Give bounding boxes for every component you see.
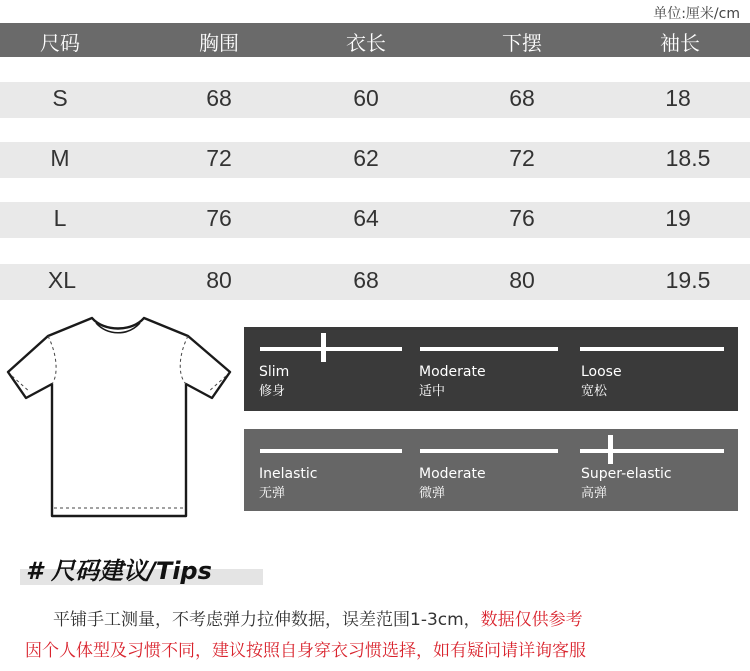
header-size: 尺码: [40, 31, 80, 55]
header-sleeve: 袖长: [660, 31, 700, 55]
elastic-label-super: Super-elastic 高弹: [581, 466, 672, 501]
cell-hem: 76: [509, 205, 535, 231]
table-header-row: [0, 23, 750, 57]
header-length: 衣长: [346, 31, 386, 55]
cell-sleeve: 18.5: [665, 145, 711, 171]
cell-chest: 72: [206, 145, 232, 171]
elastic-selected-marker: [608, 435, 613, 464]
cell-chest: 68: [206, 85, 232, 111]
cell-size: S: [52, 85, 68, 111]
tips-line-1: [53, 605, 583, 630]
cell-sleeve: 19.5: [665, 267, 711, 293]
elastic-track-moderate: [420, 449, 558, 453]
table-row: [0, 142, 750, 178]
table-row: [0, 82, 750, 118]
cell-hem: 80: [509, 267, 535, 293]
cell-hem: 68: [509, 85, 535, 111]
fit-track-moderate: [420, 347, 558, 351]
cell-length: 64: [353, 205, 379, 231]
unit-note: 单位:厘米/cm: [653, 6, 740, 22]
tips-line-1-normal: 平铺手工测量，不考虑弹力拉伸数据，误差范围1-3cm，: [53, 610, 481, 630]
tips-line-1-red: 数据仅供参考: [480, 610, 583, 630]
cell-length: 62: [353, 145, 379, 171]
fit-track-slim: [260, 347, 402, 351]
tshirt-outline-icon: [0, 306, 236, 528]
elastic-label-moderate: Moderate 微弹: [419, 466, 486, 501]
header-chest: 胸围: [199, 31, 239, 55]
elastic-track-super: [580, 449, 724, 453]
cell-hem: 72: [509, 145, 535, 171]
fit-label-slim: Slim 修身: [259, 364, 290, 399]
fit-selected-marker: [321, 333, 326, 362]
tips-line-2: 因个人体型及习惯不同，建议按照自身穿衣习惯选择，如有疑问请详询客服: [25, 641, 586, 661]
fit-label-loose: Loose 宽松: [581, 364, 622, 399]
elasticity-scale-panel: [244, 429, 738, 511]
fit-scale-panel: [244, 327, 738, 411]
table-row: [0, 264, 750, 300]
fit-label-moderate: Moderate 适中: [419, 364, 486, 399]
table-row: [0, 202, 750, 238]
cell-sleeve: 18: [665, 85, 691, 111]
cell-sleeve: 19: [665, 205, 691, 231]
tips-title: # 尺码建议/Tips: [26, 557, 212, 585]
cell-size: M: [50, 145, 70, 171]
cell-length: 68: [353, 267, 379, 293]
elastic-label-inelastic: Inelastic 无弹: [259, 466, 318, 501]
cell-chest: 80: [206, 267, 232, 293]
fit-track-loose: [580, 347, 724, 351]
cell-size: XL: [47, 267, 77, 293]
cell-chest: 76: [206, 205, 232, 231]
cell-length: 60: [353, 85, 379, 111]
elastic-track-inelastic: [260, 449, 402, 453]
cell-size: L: [53, 205, 67, 231]
header-hem: 下摆: [502, 31, 542, 55]
